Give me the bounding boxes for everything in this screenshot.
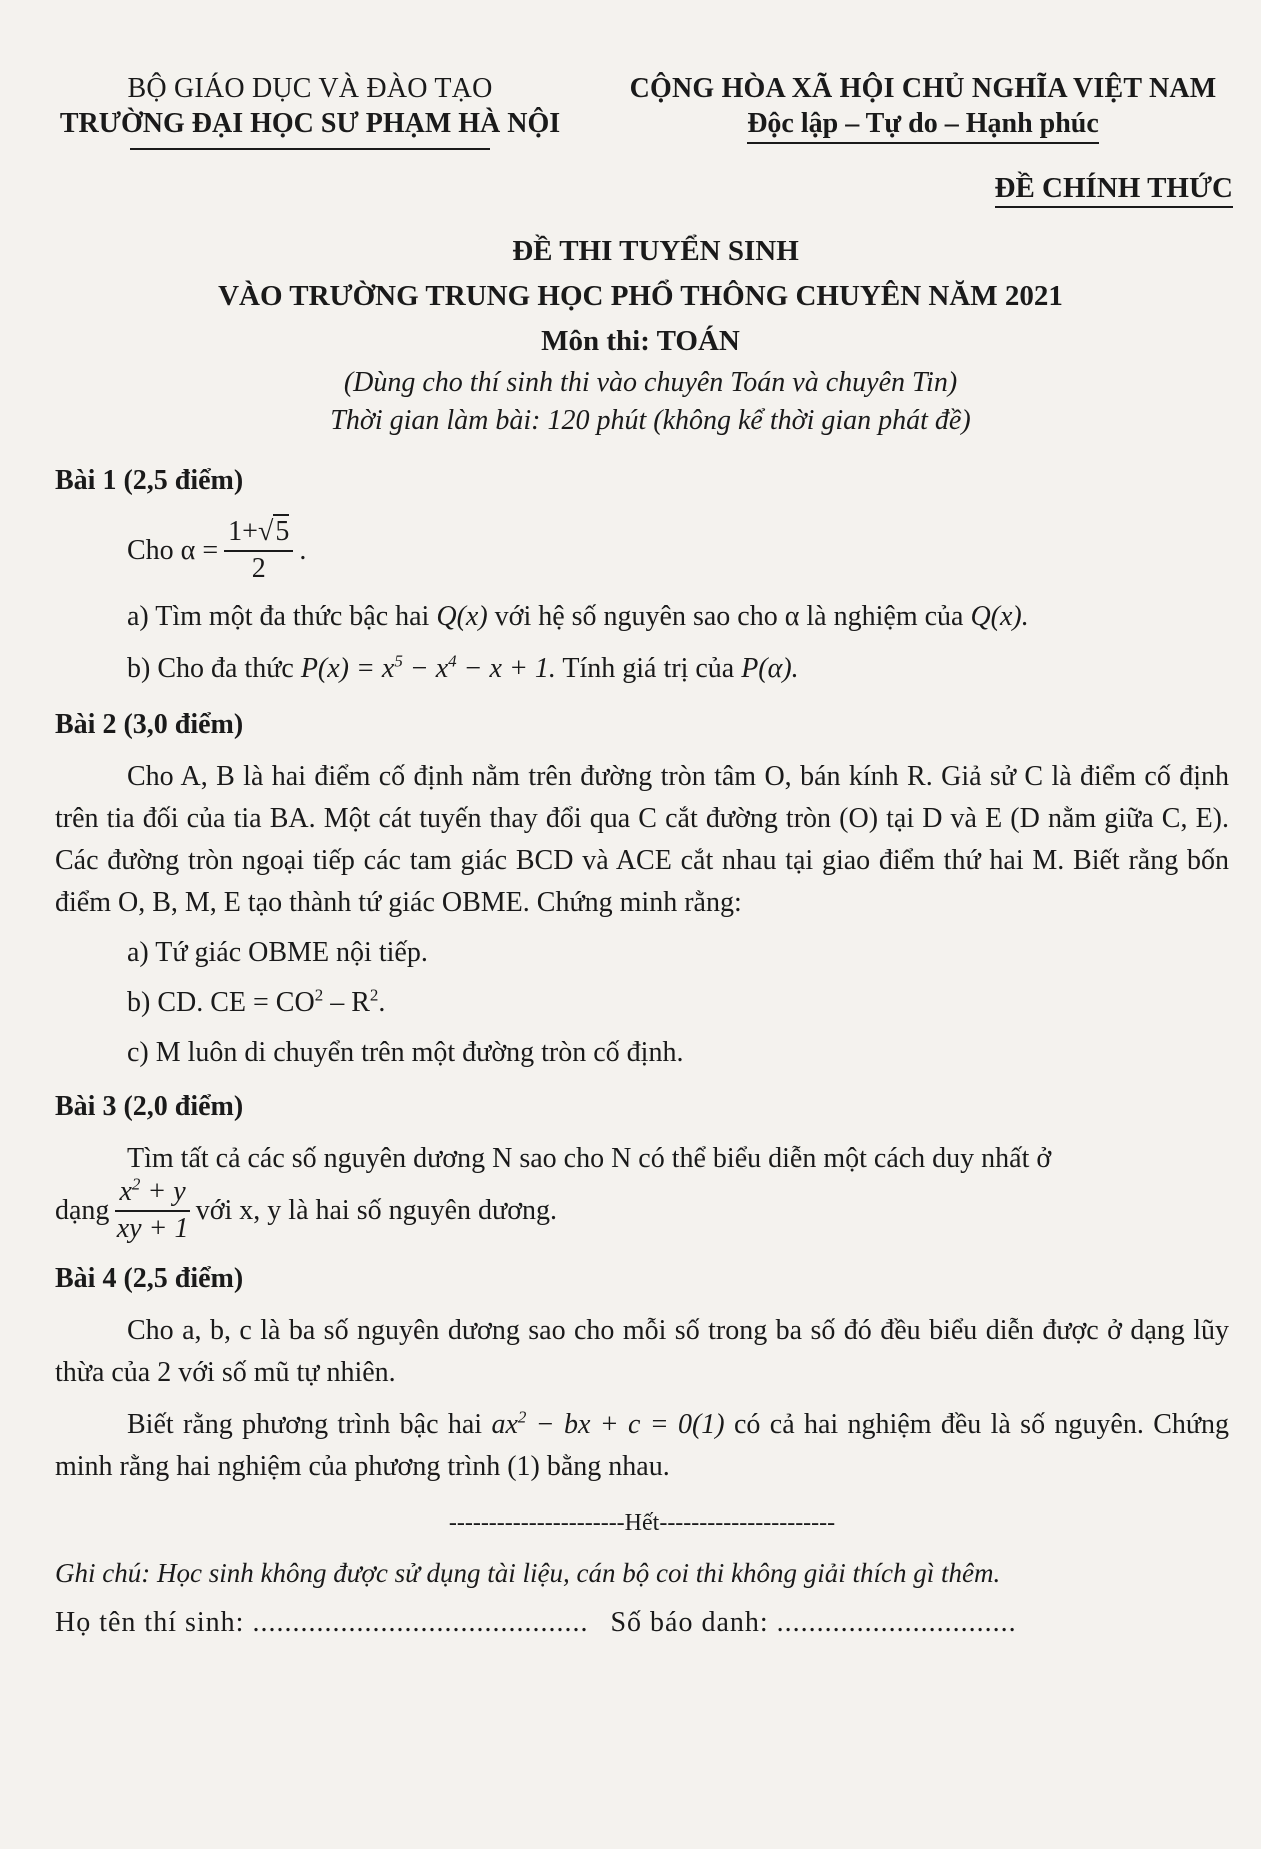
header: [40, 72, 1233, 150]
candidate-id-label: Số báo danh: ..............................: [610, 1607, 1017, 1638]
problem-2-text: Cho A, B là hai điểm cố định nằm trên đường tròn tâm O, bán kính R. Giả sử C là điểm cố định trên tia đối của tia BA. Một cát tuyến thay đổi qua C cắt đường tròn (O) tại D và E (D nằm giữa C, E). Các đường tròn ngoại tiếp các tam giác BCD và ACE cắt nhau tại giao điểm thứ hai M. Biết rằng bốn điểm O, B, M, E tạo thành tứ giác OBME. Chứng minh rằng:: [55, 761, 1229, 918]
period: .: [299, 535, 307, 566]
problem-3-line2: [55, 1174, 1229, 1244]
problem-2c: c) M luôn di chuyển trên một đường tròn cố định.: [127, 1037, 684, 1068]
time-note: Thời gian làm bài: 120 phút (không kể thời gian phát đề): [330, 405, 971, 436]
problem-2b: [55, 982, 1229, 1024]
text: Tính giá trị của: [562, 653, 735, 684]
note: Ghi chú: Học sinh không được sử dụng tài liệu, cán bộ coi thi không giải thích gì thêm.: [55, 1558, 1001, 1588]
exponent: 5: [394, 651, 403, 671]
header-right: [613, 72, 1233, 150]
motto: [613, 106, 1233, 142]
text: – R: [323, 987, 370, 1018]
text: b) Cho đa thức: [127, 653, 294, 684]
footer: [55, 1602, 1229, 1644]
var: x: [119, 1176, 132, 1208]
motto-text: Độc lập – Tự do – Hạnh phúc: [747, 108, 1099, 144]
official-label: [995, 172, 1233, 205]
exponent: 4: [448, 651, 457, 671]
equation: [491, 1409, 724, 1440]
subject: Môn thi: TOÁN: [541, 325, 740, 357]
expression-fraction: [115, 1174, 189, 1245]
exponent: 2: [314, 985, 324, 1005]
given-label: Cho α =: [127, 535, 219, 566]
problem-4-para2: [55, 1404, 1229, 1488]
university-name: TRƯỜNG ĐẠI HỌC SƯ PHẠM HÀ NỘI: [59, 108, 561, 139]
problem-4-para1: Cho a, b, c là ba số nguyên dương sao cho mỗi số trong ba số đó đều biểu diễn được ở dạng lũy thừa của 2 với số mũ tự nhiên.: [55, 1315, 1229, 1388]
problem-2a: a) Tứ giác OBME nội tiếp.: [127, 937, 428, 968]
text: a) Tìm một đa thức bậc hai: [127, 601, 430, 632]
country-name: CỘNG HÒA XÃ HỘI CHỦ NGHĨA VIỆT NAM: [629, 73, 1217, 104]
ministry-name: BỘ GIÁO DỤC VÀ ĐÀO TẠO: [127, 73, 493, 104]
problem-3-line1: Tìm tất cả các số nguyên dương N sao cho N có thể biểu diễn một cách duy nhất ở: [127, 1143, 1052, 1174]
poly-part: − x + 1.: [456, 653, 556, 684]
candidate-name-label: Họ tên thí sinh: ..........................................: [55, 1607, 589, 1638]
sqrt-value: 5: [275, 516, 290, 548]
text: b) CD. CE = CO: [127, 987, 315, 1018]
alpha-fraction: [224, 517, 293, 585]
exam-body: [55, 460, 1229, 1644]
text: Biết rằng phương trình bậc hai: [127, 1409, 483, 1440]
title-block: [0, 228, 1261, 440]
exam-title: ĐỀ THI TUYỂN SINH: [512, 235, 799, 267]
exam-subtitle: VÀO TRƯỜNG TRUNG HỌC PHỔ THÔNG CHUYÊN NĂM 2021: [218, 280, 1063, 312]
problem-1b: [55, 648, 1229, 690]
text: với x, y là hai số nguyên dương.: [195, 1195, 558, 1226]
math-q: Q(x).: [970, 601, 1029, 632]
problem-1-title: Bài 1 (2,5 điểm): [55, 465, 244, 496]
official-label-text: ĐỀ CHÍNH THỨC: [995, 172, 1233, 208]
exponent: 2: [517, 1407, 527, 1427]
problem-1a: [55, 596, 1229, 638]
target-note: (Dùng cho thí sinh thi vào chuyên Toán và chuyên Tin): [343, 367, 958, 398]
fraction-numerator: 1+√5: [224, 517, 293, 552]
eq-part: − bx + c = 0(1): [526, 1409, 725, 1440]
poly-part: − x: [402, 653, 449, 684]
polynomial: [301, 653, 556, 684]
exponent: 2: [131, 1174, 141, 1194]
problem-1-given: [55, 516, 1229, 586]
exponent: 2: [369, 985, 379, 1005]
text: .: [378, 987, 386, 1018]
eq-part: ax: [491, 1409, 518, 1440]
math-p: P(α).: [741, 653, 799, 684]
fraction-denominator: 2: [251, 553, 266, 584]
num-part: 1+: [228, 516, 258, 548]
fraction-numerator: [115, 1174, 189, 1212]
problem-2-title: Bài 2 (3,0 điểm): [55, 709, 244, 740]
divider: [130, 148, 490, 150]
fraction-denominator: xy + 1: [116, 1213, 189, 1244]
text: với hệ số nguyên sao cho α là nghiệm của: [494, 601, 964, 632]
header-left: [40, 72, 580, 150]
problem-3-title: Bài 3 (2,0 điểm): [55, 1091, 244, 1122]
var: + y: [140, 1176, 186, 1208]
text: có cả hai nghiệm đều là số nguyên. Chứng minh rằng hai nghiệm của phương trình (1) bằng nhau.: [55, 1409, 1230, 1482]
poly-part: P(x) = x: [300, 653, 395, 684]
text: dạng: [55, 1195, 110, 1226]
math-q: Q(x): [436, 601, 488, 632]
end-marker: ----------------------Hết----------------------: [448, 1510, 836, 1536]
problem-4-title: Bài 4 (2,5 điểm): [55, 1263, 244, 1294]
